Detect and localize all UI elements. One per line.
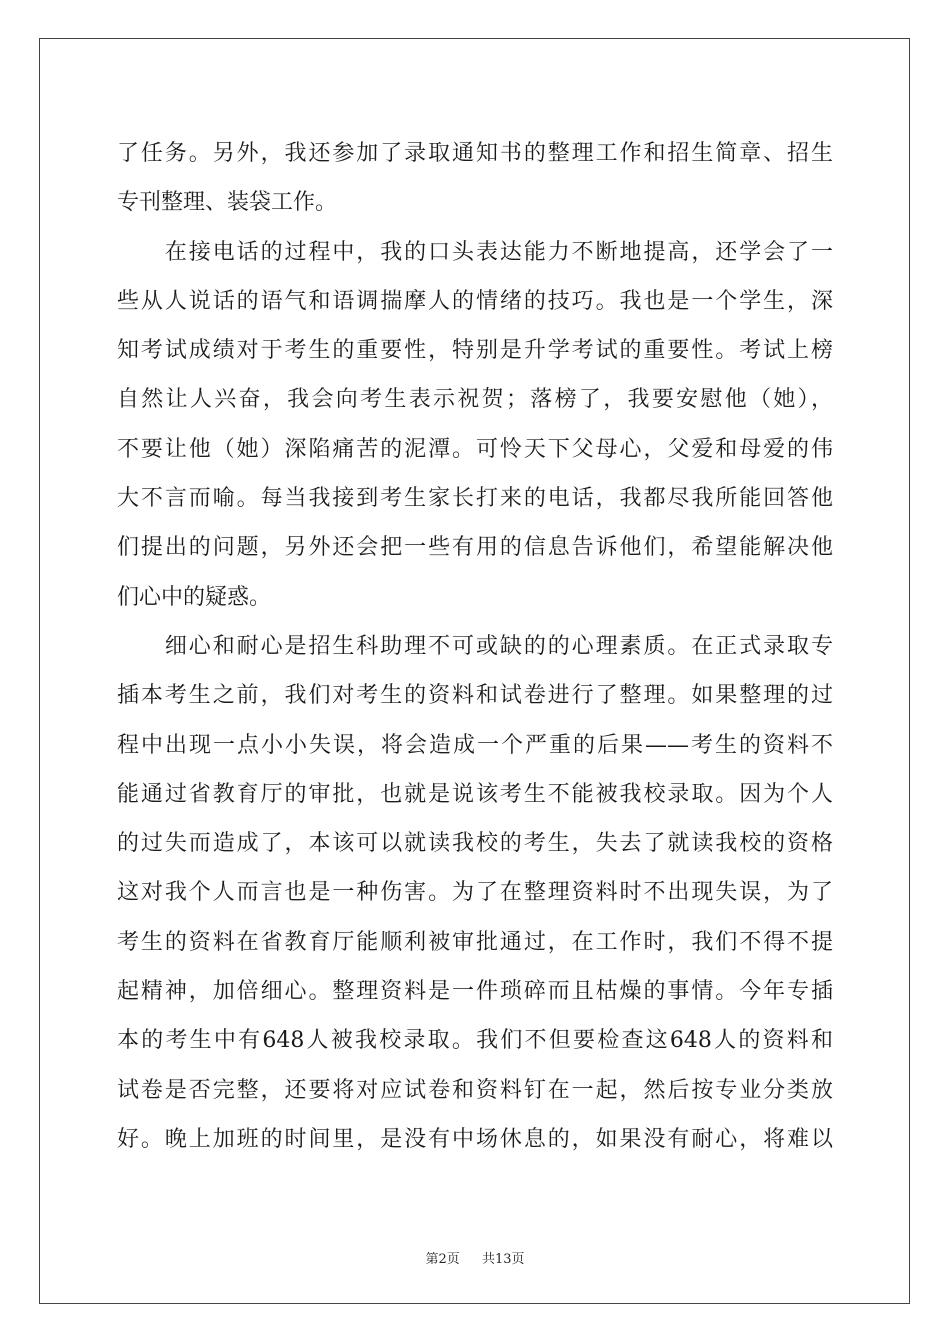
text-line-18: 起精神，加倍细心。整理资料是一件琐碎而且枯燥的事情。今年专插 [117,979,833,1005]
text-line-12: 插本考生之前，我们对考生的资料和试卷进行了整理。如果整理的过 [117,683,833,709]
page-footer [0,1248,950,1267]
text-line-15: 的过失而造成了，本该可以就读我校的考生，失去了就读我校的资格 [117,831,833,857]
text-line-9: 们提出的问题，另外还会把一些有用的信息告诉他们，希望能解决他 [117,535,833,561]
text-line-8: 大不言而喻。每当我接到考生家长打来的电话，我都尽我所能回答他 [117,486,833,512]
text-line-11: 细心和耐心是招生科助理不可或缺的的心理素质。在正式录取专 [117,633,833,659]
text-line-1: 了任务。另外，我还参加了录取通知书的整理工作和招生简章、招生 [117,141,833,166]
text-line-19: 本的考生中有648人被我校录取。我们不但要检查这648人的资料和 [117,1028,834,1054]
text-line-21: 好。晚上加班的时间里，是没有中场休息的，如果没有耐心，将难以 [117,1126,833,1152]
text-line-10: 们心中的疑惑。 [117,584,272,610]
text-line-2: 专刊整理、装袋工作。 [117,190,338,216]
text-line-5: 知考试成绩对于考生的重要性，特别是升学考试的重要性。考试上榜 [117,338,833,364]
text-line-13: 程中出现一点小小失误，将会造成一个严重的后果——考生的资料不 [117,732,833,758]
text-line-17: 考生的资料在省教育厅能顺利被审批通过，在工作时，我们不得不提 [117,929,833,955]
text-line-3: 在接电话的过程中，我的口头表达能力不断地提高，还学会了一 [117,239,833,265]
text-line-6: 自然让人兴奋，我会向考生表示祝贺；落榜了，我要安慰他（她）， [117,387,833,413]
text-line-7: 不要让他（她）深陷痛苦的泥潭。可怜天下父母心，父爱和母爱的伟 [117,436,833,462]
page-number: 第2页 [425,1252,460,1267]
text-line-16: 这对我个人而言也是一种伤害。为了在整理资料时不出现失误，为了 [117,880,833,906]
text-line-4: 些从人说话的语气和语调揣摩人的情绪的技巧。我也是一个学生，深 [117,288,833,314]
page-total: 共13页 [482,1252,525,1267]
text-line-20: 试卷是否完整，还要将对应试卷和资料钉在一起，然后按专业分类放 [117,1077,833,1103]
text-line-14: 能通过省教育厅的审批，也就是说该考生不能被我校录取。因为个人 [117,781,833,807]
document-body [117,129,833,1164]
